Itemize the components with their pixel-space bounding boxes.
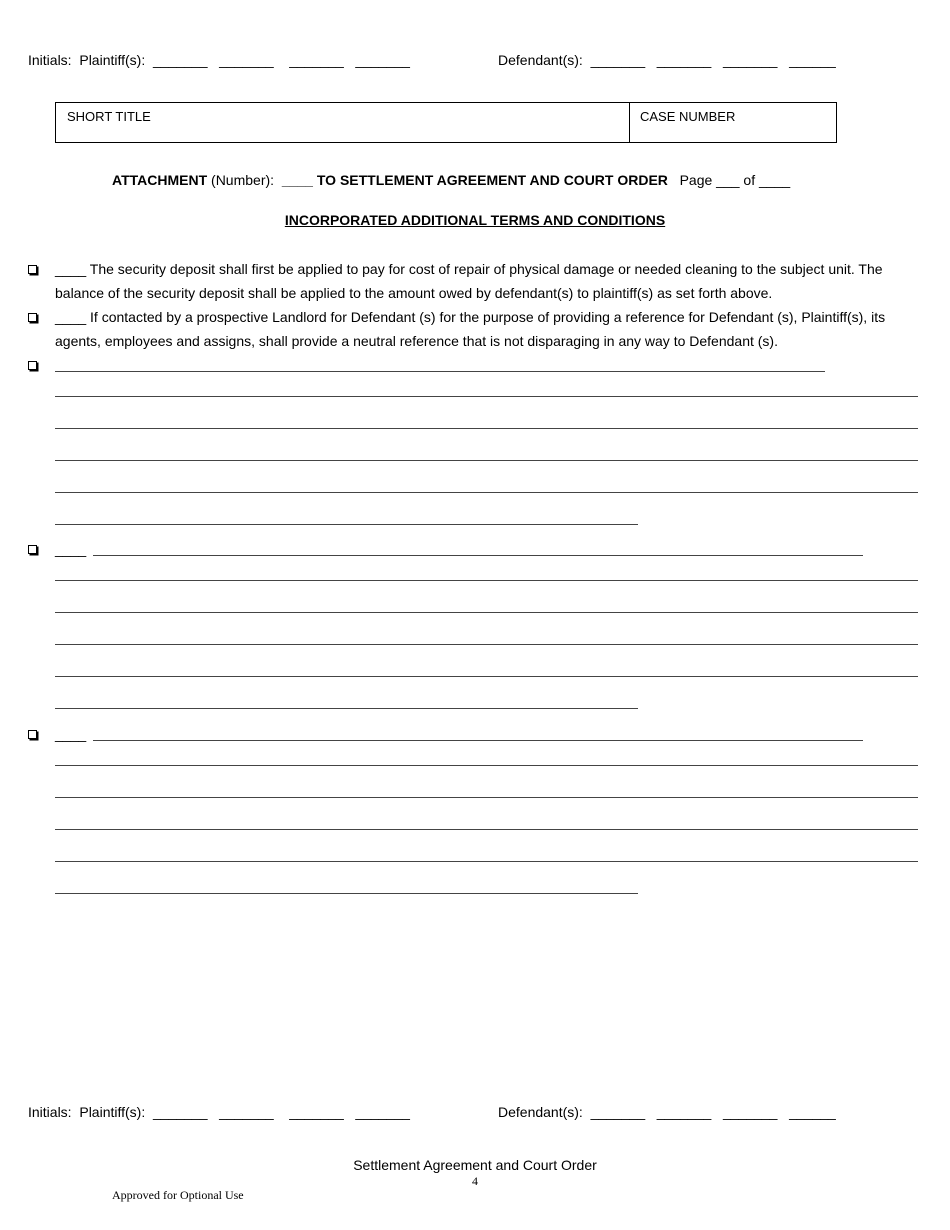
term-3-write-line[interactable] [55,428,918,429]
term-5-write-line[interactable] [55,797,918,798]
term-5-write-line[interactable] [55,861,918,862]
term-5-checkbox[interactable] [28,730,37,739]
attachment-number-blank[interactable]: ____ [281,172,313,188]
footer-initials-defendant: Defendant(s): _______ _______ _______ ______ [498,1104,836,1120]
term-3-write-line[interactable] [55,396,918,397]
term-5-write-line[interactable] [55,893,638,894]
term-2-text: ____ If contacted by a prospective Landlord for Defendant (s) for the purpose of providing a reference for Defendant (s), Plaintiff(s), its agents, employees and assigns, shall provide a neutral reference that is not disparaging in any way to Defendant (s). [55,309,886,349]
caption-box [55,102,837,143]
term-4-write-line[interactable] [55,644,918,645]
case-number-label: CASE NUMBER [640,109,736,124]
section-heading: INCORPORATED ADDITIONAL TERMS AND CONDITIONS [284,212,666,228]
footer-title: Settlement Agreement and Court Order [353,1157,597,1173]
term-3-write-line[interactable] [55,524,638,525]
header-initials-plaintiff: Initials: Plaintiff(s): _______ _______ _______ _______ [28,52,410,68]
attachment-page-text: Page ___ of ____ [667,172,791,188]
term-1-checkbox[interactable] [28,265,37,274]
term-4-write-line[interactable] [55,708,638,709]
term-4-write-line[interactable] [55,580,918,581]
attachment-title: TO SETTLEMENT AGREEMENT AND COURT ORDER [312,172,668,188]
header-initials-defendant: Defendant(s): _______ _______ _______ ______ [498,52,836,68]
caption-divider [629,103,630,142]
term-2-checkbox[interactable] [28,313,37,322]
term-3-write-line[interactable] [55,460,918,461]
attachment-line [112,172,790,188]
term-4-write-line[interactable] [55,676,918,677]
term-4-checkbox[interactable] [28,545,37,554]
term-3-write-line[interactable] [55,492,918,493]
footer-initials-plaintiff: Initials: Plaintiff(s): _______ _______ _______ _______ [28,1104,410,1120]
term-4-write-line[interactable] [93,555,863,556]
term-3-checkbox[interactable] [28,361,37,370]
term-3-write-line[interactable] [55,371,825,372]
term-4-initial-blank[interactable]: ____ [55,541,87,557]
term-4-write-line[interactable] [55,612,918,613]
approved-note: Approved for Optional Use [112,1188,244,1202]
short-title-label: SHORT TITLE [67,109,151,124]
term-5-write-line[interactable] [55,765,918,766]
term-5-write-line[interactable] [93,740,863,741]
term-5-initial-blank[interactable]: ____ [55,726,87,742]
page-number: 4 [472,1174,478,1188]
term-1-text: ____ The security deposit shall first be applied to pay for cost of repair of physical damage or needed cleaning to the subject unit. The balance of the security deposit shall be applied to the amount owed by defendant(s) to plaintiff(s) as set forth above. [55,261,883,301]
attachment-label: ATTACHMENT [112,172,208,188]
attachment-number-label: (Number): [207,172,282,188]
term-5-write-line[interactable] [55,829,918,830]
